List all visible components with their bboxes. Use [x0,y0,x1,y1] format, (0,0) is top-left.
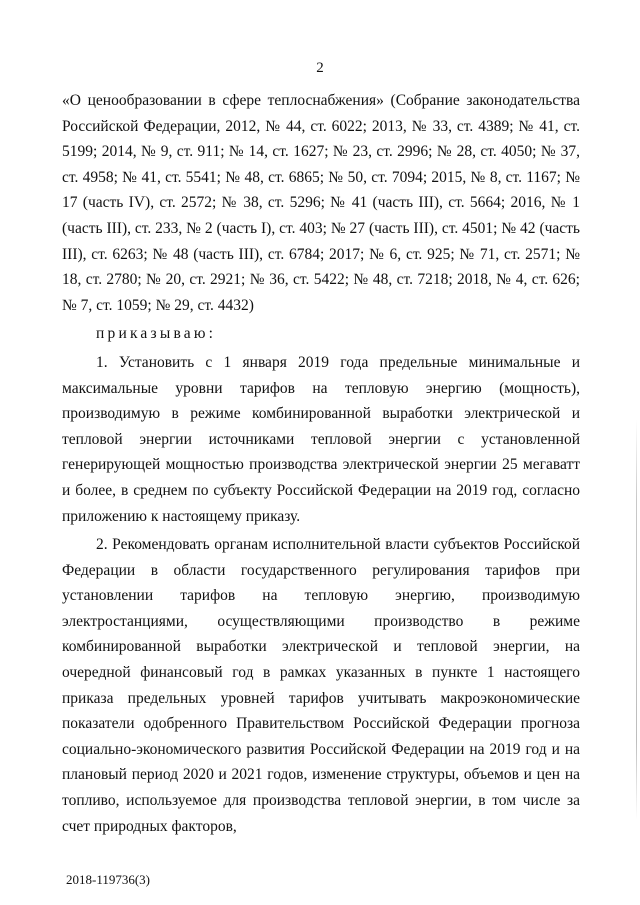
scan-edge-line [636,420,637,820]
page-number: 2 [316,60,324,76]
order-statement [62,321,580,347]
document-body [62,88,580,839]
legal-reference-paragraph: «О ценообразовании в сфере теплоснабжения» (Собрание законодательства Российской Федерации, 2012, № 44, ст. 6022; 2013, № 33, ст. 4389; № 41, ст. 5199; 2014, № 9, ст. 911; № 14, ст. 1627; № 23, ст. 2996; № 28, ст. 4050; № 37, ст. 4958; № 41, ст. 5541; № 48, ст. 6865; № 50, ст. 7094; 2015, № 8, ст. 1167; № 17 (часть IV), ст. 2572; № 38, ст. 5296; № 41 (часть III), ст. 5664; 2016, № 1 (часть III), ст. 233, № 2 (часть I), ст. 403; № 27 (часть III), ст. 4501; № 42 (часть III), ст. 6263; № 48 (часть III), ст. 6784; 2017; № 6, ст. 925; № 71, ст. 2571; № 18, ст. 2780; № 20, ст. 2921; № 36, ст. 5422; № 48, ст. 7218; 2018, № 4, ст. 626; № 7, ст. 1059; № 29, ст. 4432) [62,92,580,314]
order-word: приказываю: [96,325,217,343]
order-item-1: 1. Установить с 1 января 2019 года предельные минимальные и максимальные уровни тарифов на тепловую энергию (мощность), производимую в режиме комбинированной выработки электрической и тепловой энергии источниками тепловой энергии с установленной генерирующей мощностью производства электрической энергии 25 мегаватт и более, в среднем по субъекту Российской Федерации на 2019 год, согласно приложению к настоящему приказу. [62,353,580,525]
order-item-2: 2. Рекомендовать органам исполнительной власти субъектов Российской Федерации в области государственного регулирования тарифов при установлении тарифов на тепловую энергию, производимую электростанциями, осуществляющими производство в режиме комбинированной выработки электрической и тепловой энергии, на очередной финансовый год в рамках указанных в пункте 1 настоящего приказа предельных уровней тарифов учитывать макроэкономические показатели одобренного Правительством Российской Федерации прогноза социально-экономического развития Российской Федерации на 2019 год и на плановый период 2020 и 2021 годов, изменение структуры, объемов и цен на топливо, используемое для производства тепловой энергии, в том числе за счет природных факторов, [62,536,580,835]
document-code: 2018-119736(3) [66,872,151,887]
